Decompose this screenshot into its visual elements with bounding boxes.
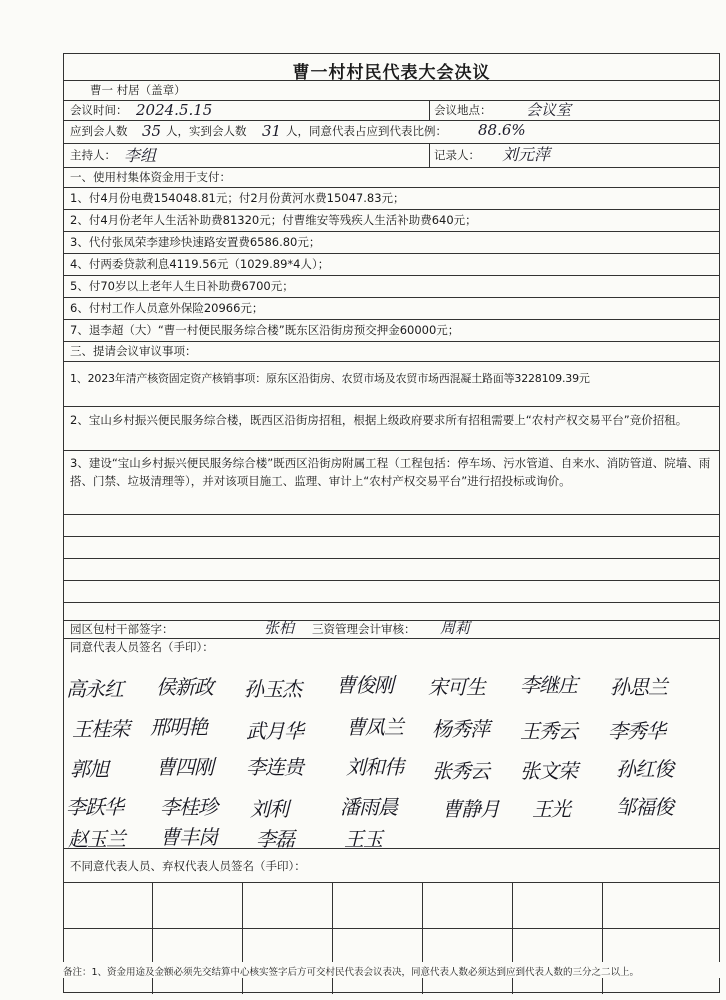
blank-line [64, 515, 719, 537]
attendance-text-1: 应到会人数 [70, 124, 128, 138]
section3-heading-row [64, 342, 719, 362]
signature: 李继庄 [520, 673, 577, 697]
signature: 曹凤兰 [346, 715, 403, 739]
signature: 曹俊刚 [336, 673, 393, 697]
signature: 宋可生 [428, 675, 485, 699]
divider [429, 144, 430, 167]
disagree-grid-row [64, 883, 719, 929]
agree-signatures-block [64, 639, 719, 849]
due-count: 35 [142, 122, 162, 140]
meeting-place-value: 会议室 [526, 101, 572, 119]
signature: 曹静月 [442, 797, 499, 821]
signature: 杨秀萍 [432, 717, 489, 741]
divider [429, 101, 430, 120]
ratio-value: 88.6% [478, 121, 526, 139]
signature: 王桂荣 [72, 717, 129, 741]
signature: 李跃华 [66, 795, 123, 819]
cadre-audit-row [64, 621, 719, 639]
signature: 侯新政 [156, 675, 213, 699]
review-item-text: 3、建设“宝山乡村振兴便民服务综合楼”既西区沿街房附属工程（工程包括：停车场、污水管道、自来水、消防管道、院墙、雨搭、门禁、垃圾清理等），并对该项目施工、监理、审计上“农村产权交易平台”进行招投标或询价。 [70, 456, 711, 488]
meeting-time-value: 2024.5.15 [136, 101, 213, 119]
cadre-label: 园区包村干部签字： [70, 622, 174, 636]
title-row [64, 54, 719, 81]
time-place-row [64, 101, 719, 121]
payment-item [64, 276, 719, 298]
section3-heading: 三、提请会议审议事项： [70, 344, 197, 358]
signature: 王光 [532, 797, 570, 821]
village-unit: 曹一 村居（盖章） [90, 83, 186, 97]
review-item [64, 362, 719, 407]
meeting-place-label: 会议地点： [434, 103, 492, 117]
payment-item [64, 210, 719, 232]
signature: 孙思兰 [610, 675, 667, 699]
disagree-label: 不同意代表人员、弃权代表人员签名（手印）： [70, 859, 306, 873]
review-item [64, 407, 719, 451]
attendance-text-3: 人，同意代表占应到代表比例： [286, 124, 447, 138]
signature: 赵玉兰 [68, 827, 125, 851]
signature: 李桂珍 [160, 795, 217, 819]
blank-line [64, 603, 719, 621]
recorder-value: 刘元萍 [502, 145, 551, 164]
signature: 张文荣 [520, 759, 577, 783]
payment-item-text: 3、代付张凤荣李建珍快速路安置费6586.80元； [70, 235, 321, 249]
payment-item [64, 254, 719, 276]
payment-item-text: 2、付4月份老年人生活补助费81320元；付曹维安等残疾人生活补助费640元； [70, 213, 477, 227]
review-item [64, 451, 719, 515]
section1-heading: 一、使用村集体资金用于支付： [70, 170, 231, 184]
resolution-form [63, 53, 720, 993]
section1-heading-row [64, 168, 719, 188]
signature: 刘利 [250, 797, 288, 821]
payment-item-text: 7、退李超（大）“曹一村便民服务综合楼”既东区沿街房预交押金60000元； [70, 323, 460, 337]
attendance-row [64, 121, 719, 144]
signature: 高永红 [66, 677, 123, 701]
footnote: 备注：1、资金用途及金额必须先交结算中心核实签字后方可交村民代表会议表决，同意代表人数必须达到应到代表人数的三分之二以上。 [63, 962, 720, 978]
host-row [64, 144, 719, 168]
document-title: 曹一村村民代表大会决议 [292, 63, 491, 83]
recorder-label: 记录人： [434, 148, 480, 162]
actual-count: 31 [262, 122, 282, 140]
host-value: 李组 [124, 146, 157, 165]
signature: 李磊 [256, 827, 294, 851]
payment-item-text: 1、付4月份电费154048.81元；付2月份黄河水费15047.83元； [70, 191, 405, 205]
disagree-label-row [64, 849, 719, 883]
signature: 张秀云 [432, 759, 489, 783]
signature: 潘雨晨 [340, 795, 397, 819]
attendance-text-2: 人，实到会人数 [166, 124, 247, 138]
blank-line [64, 537, 719, 559]
blank-line [64, 559, 719, 581]
signature: 邹福俊 [616, 795, 673, 819]
payment-item-text: 5、付70岁以上老年人生日补助费6700元； [70, 279, 294, 293]
signature: 曹四刚 [156, 755, 213, 779]
payment-item-text: 6、付村工作人员意外保险20966元； [70, 301, 264, 315]
review-item-text: 1、2023年清产核资固定资产核销事项：原东区沿街房、农贸市场及农贸市场西混凝土路面等3228109.39元 [70, 372, 590, 385]
payment-item [64, 232, 719, 254]
signature: 郭旭 [70, 757, 108, 781]
signature: 王秀云 [520, 719, 577, 743]
signature: 孙玉杰 [244, 677, 301, 701]
signature: 刘和伟 [346, 755, 403, 779]
unit-row [64, 81, 719, 101]
audit-signature: 周莉 [440, 619, 471, 637]
signature: 李秀华 [608, 719, 665, 743]
cadre-signature: 张柏 [264, 619, 295, 637]
payment-item [64, 298, 719, 320]
signature: 李连贵 [246, 755, 303, 779]
blank-line [64, 581, 719, 603]
signature: 邢明艳 [150, 715, 207, 739]
signature: 孙红俊 [616, 757, 673, 781]
signature: 王玉 [344, 827, 382, 851]
audit-label: 三资管理会计审核： [312, 622, 416, 636]
agree-label: 同意代表人员签名（手印）： [70, 640, 214, 654]
review-item-text: 2、宝山乡村振兴便民服务综合楼，既西区沿街房招租，根据上级政府要求所有招租需要上“农村产权交易平台”竞价招租。 [70, 413, 688, 427]
signature: 曹丰岗 [160, 825, 217, 849]
meeting-time-label: 会议时间： [70, 103, 128, 117]
payment-item-text: 4、付两委贷款利息4119.56元（1029.89*4人）； [70, 257, 330, 271]
signature: 武月华 [246, 719, 303, 743]
payment-item [64, 188, 719, 210]
host-label: 主持人： [70, 148, 116, 162]
payment-item [64, 320, 719, 342]
